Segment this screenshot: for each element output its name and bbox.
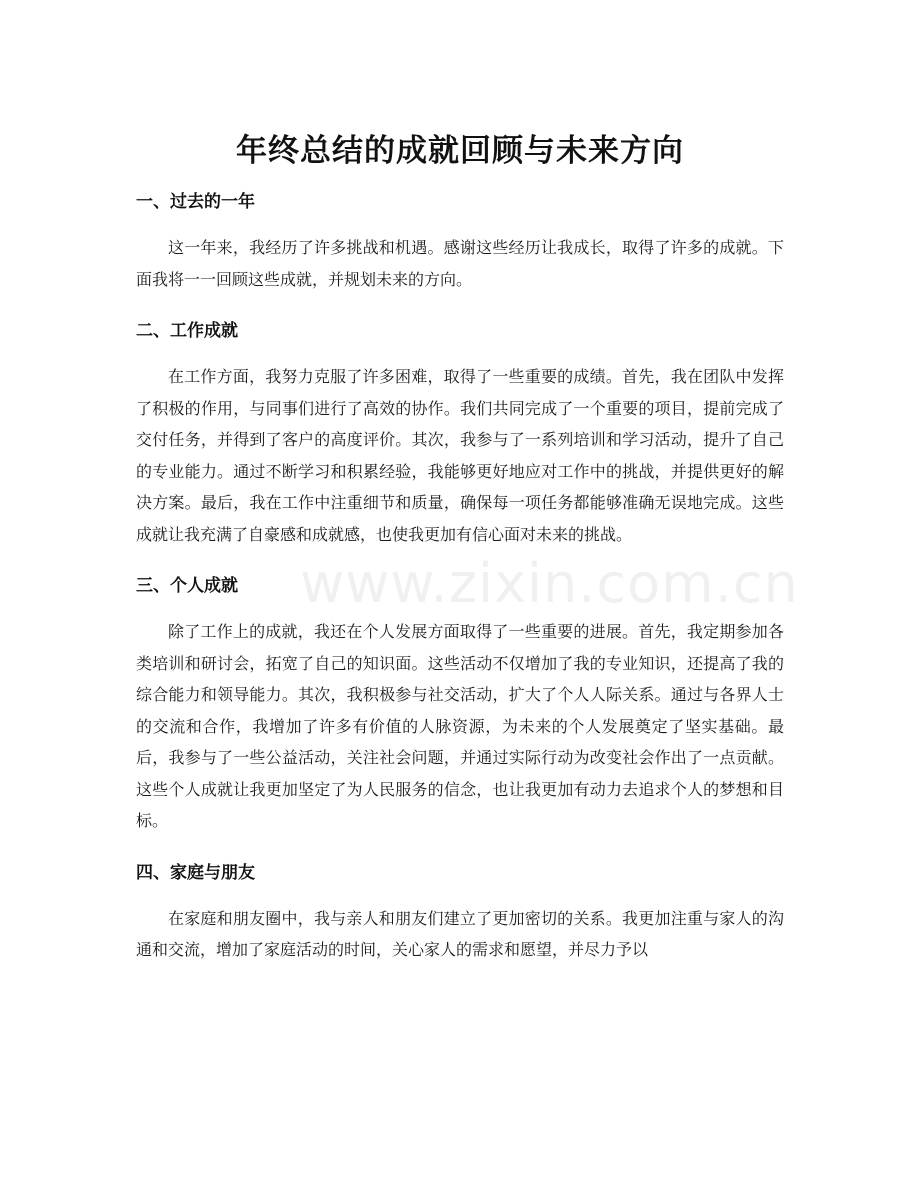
- section-paragraph: 除了工作上的成就，我还在个人发展方面取得了一些重要的进展。首先，我定期参加各类培训和研讨会，拓宽了自己的知识面。这些活动不仅增加了我的专业知识，还提高了我的综合能力和领导能力。其次，我积极参与社交活动，扩大了个人人际关系。通过与各界人士的交流和合作，我增加了许多有价值的人脉资源，为未来的个人发展奠定了坚实基础。最后，我参与了一些公益活动，关注社会问题，并通过实际行动为改变社会作出了一点贡献。这些个人成就让我更加坚定了为人民服务的信念，也让我更加有动力去追求个人的梦想和目标。: [136, 622, 784, 830]
- section-heading: 一、过去的一年: [136, 192, 255, 212]
- section-paragraph: 这一年来，我经历了许多挑战和机遇。感谢这些经历让我成长，取得了许多的成就。下面我将一一回顾这些成就，并规划未来的方向。: [136, 238, 784, 289]
- section-paragraph: 在工作方面，我努力克服了许多困难，取得了一些重要的成绩。首先，我在团队中发挥了积极的作用，与同事们进行了高效的协作。我们共同完成了一个重要的项目，提前完成了交付任务，并得到了客户的高度评价。其次，我参与了一系列培训和学习活动，提升了自己的专业能力。通过不断学习和积累经验，我能够更好地应对工作中的挑战，并提供更好的解决方案。最后，我在工作中注重细节和质量，确保每一项任务都能够准确无误地完成。这些成就让我充满了自豪感和成就感，也使我更加有信心面对未来的挑战。: [136, 367, 784, 544]
- section-work-achievements: [136, 309, 784, 550]
- section-family-friends: [136, 851, 784, 966]
- page-title: 年终总结的成就回顾与未来方向: [236, 132, 684, 169]
- section-paragraph: 在家庭和朋友圈中，我与亲人和朋友们建立了更加密切的关系。我更加注重与家人的沟通和交流，增加了家庭活动的时间，关心家人的需求和愿望，并尽力予以: [136, 908, 784, 959]
- section-heading: 四、家庭与朋友: [136, 862, 255, 883]
- watermark: www.zixin.com.cn: [300, 552, 799, 615]
- section-heading: 二、工作成就: [136, 321, 238, 341]
- document-body: [136, 180, 784, 980]
- section-heading: 三、个人成就: [136, 576, 238, 596]
- section-past-year: [136, 180, 784, 295]
- section-personal-achievements: [136, 564, 784, 837]
